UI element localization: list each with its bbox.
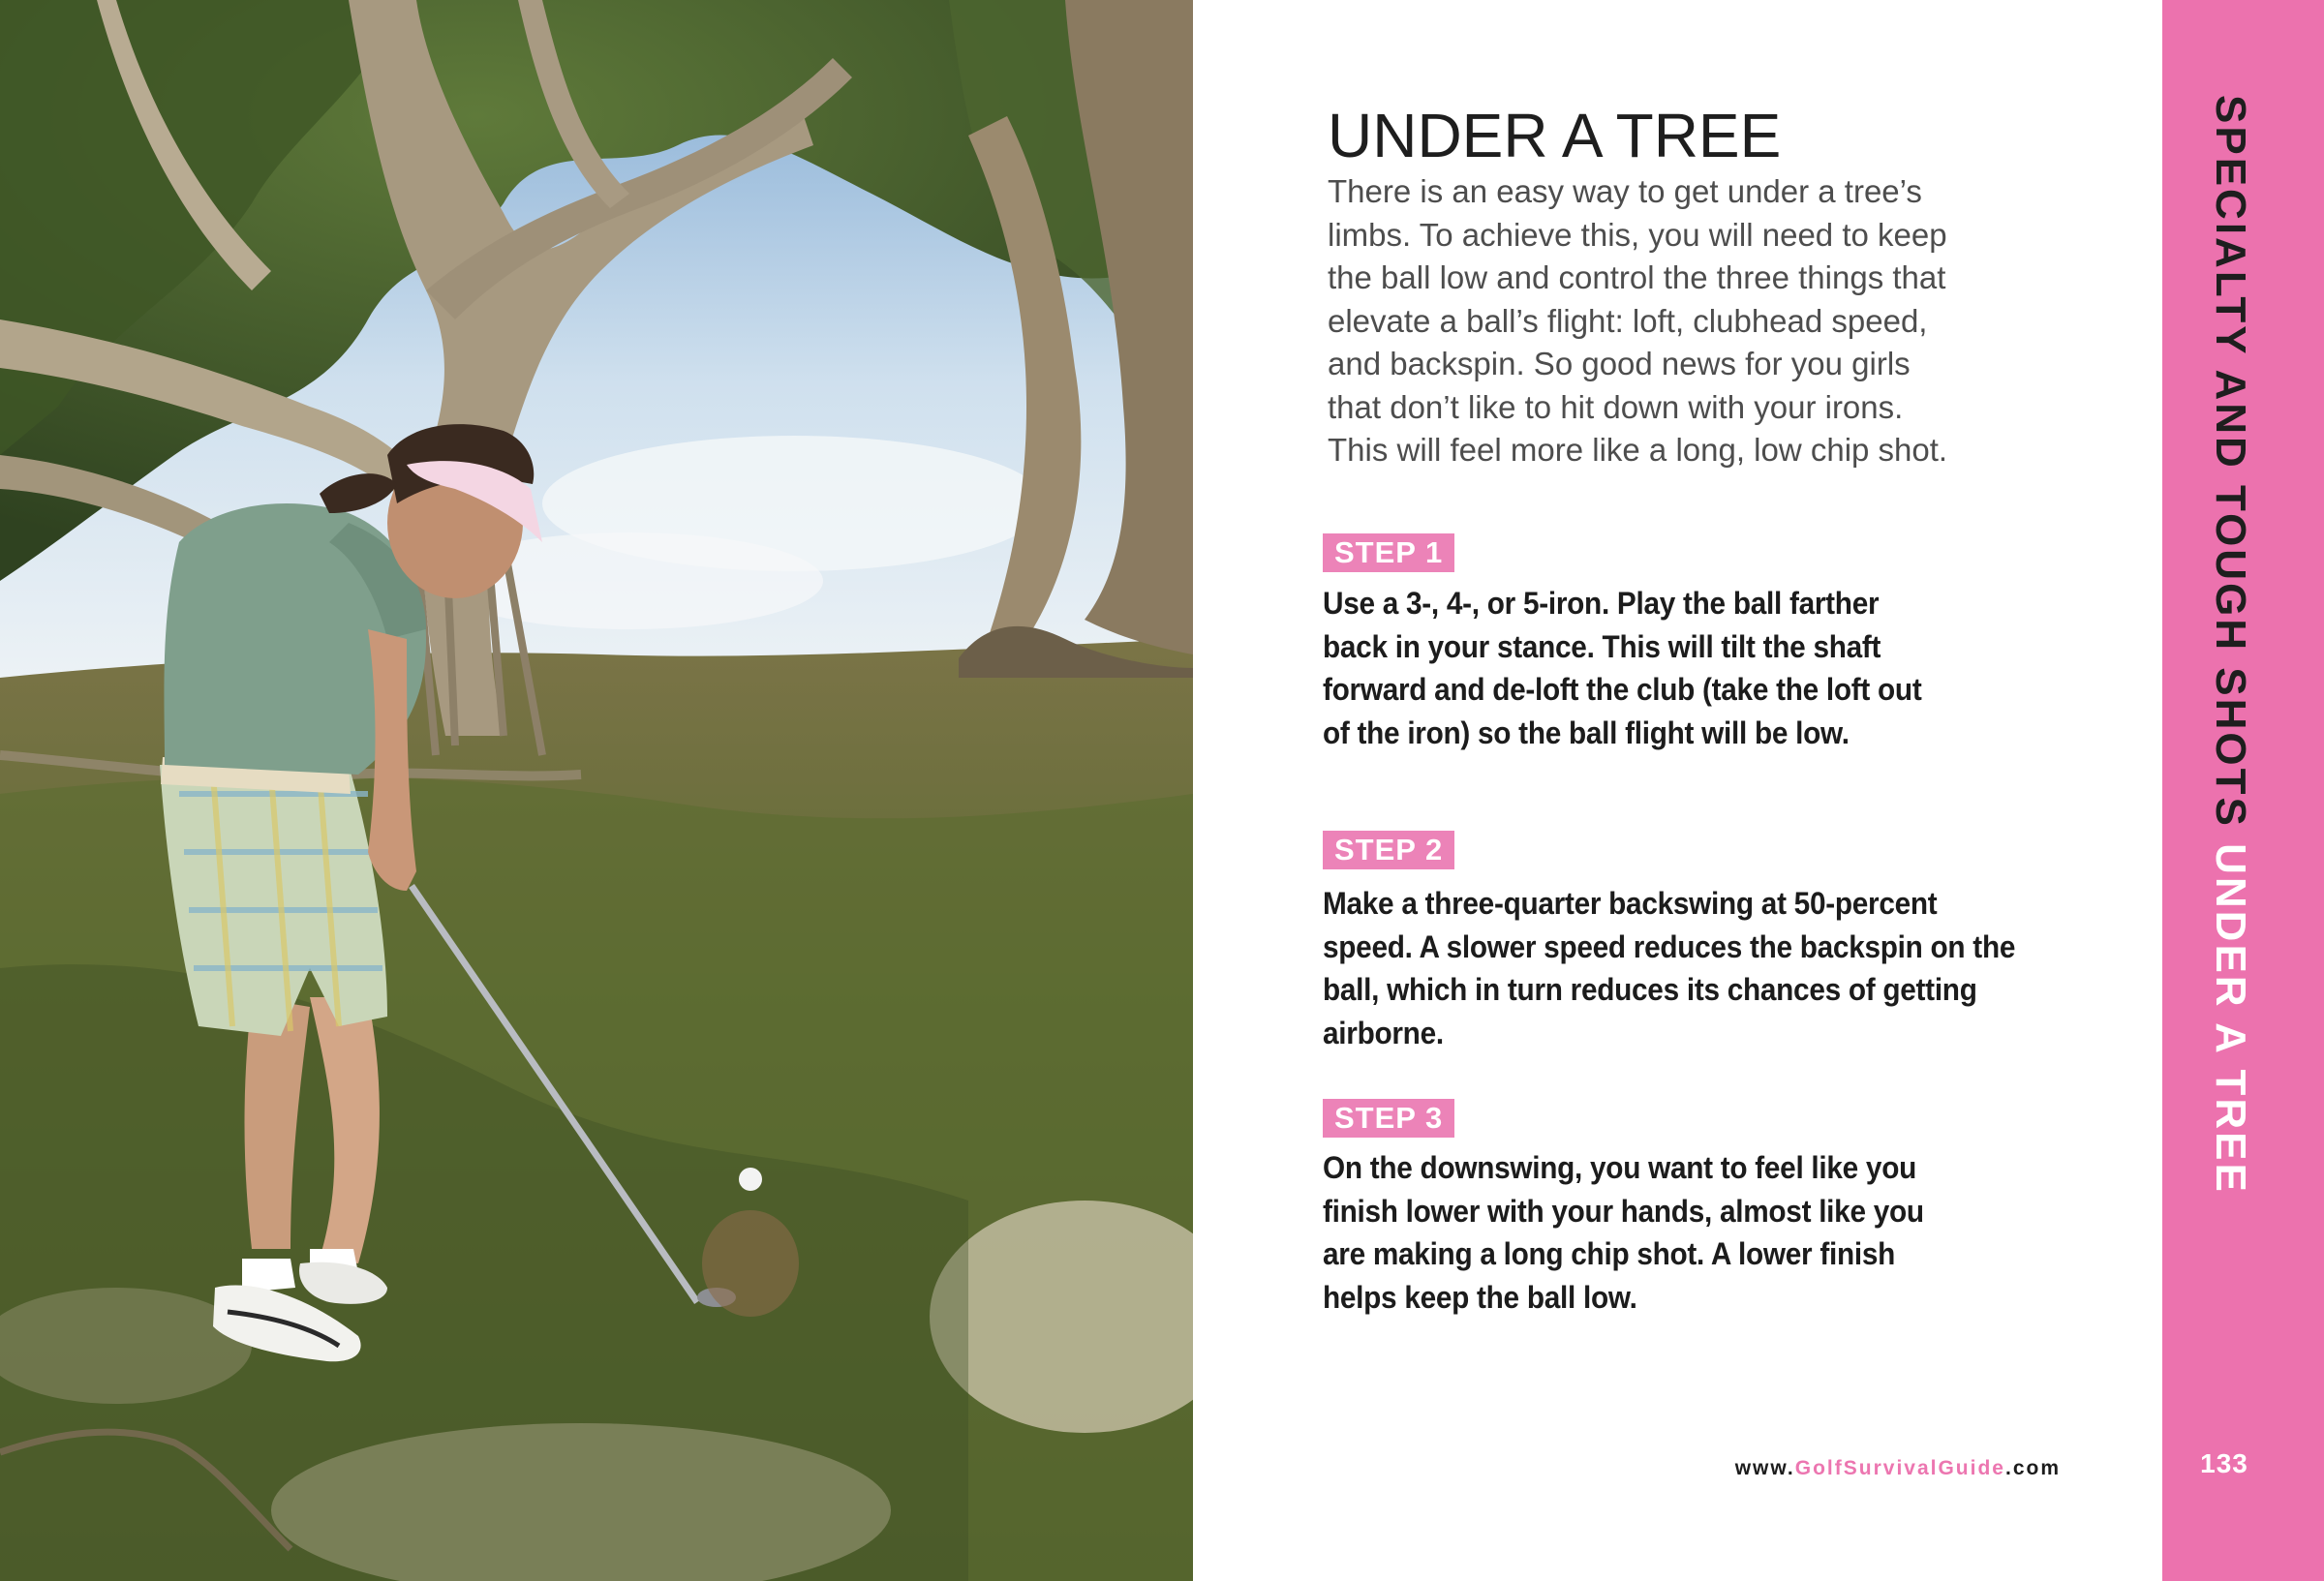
step-2-text xyxy=(1323,882,2043,1054)
section-title-vertical xyxy=(2205,95,2255,1195)
step-2-badge: STEP 2 xyxy=(1323,831,1454,869)
intro-line: This will feel more like a long, low chip shot. xyxy=(1328,432,1948,468)
step-line: back in your stance. This will tilt the shaft xyxy=(1323,628,1881,664)
section-side-tab xyxy=(2162,0,2324,1581)
section-topic: UNDER A TREE xyxy=(2207,843,2254,1195)
intro-line: There is an easy way to get under a tree’s xyxy=(1328,173,1922,209)
step-line: helps keep the ball low. xyxy=(1323,1279,1637,1315)
section-name: SPECIALTY AND TOUGH SHOTS xyxy=(2207,95,2254,829)
step-line: ball, which in turn reduces its chances of getting xyxy=(1323,972,1977,1007)
article-content xyxy=(1323,0,2097,1581)
step-3-text xyxy=(1323,1146,2043,1319)
step-1-text xyxy=(1323,582,2043,754)
page-number: 133 xyxy=(2200,1448,2248,1478)
step-line: Make a three-quarter backswing at 50-percent xyxy=(1323,886,1938,921)
step-line: forward and de-loft the club (take the loft out xyxy=(1323,672,1922,707)
page-title: UNDER A TREE xyxy=(1328,101,1782,170)
intro-line: the ball low and control the three things that xyxy=(1328,259,1946,295)
step-3-badge: STEP 3 xyxy=(1323,1099,1454,1138)
footer-url-prefix: www. xyxy=(1734,1457,1795,1479)
intro-paragraph xyxy=(1328,170,2064,472)
step-line: Use a 3-, 4-, or 5-iron. Play the ball farther xyxy=(1323,586,1880,621)
intro-line: and backspin. So good news for you girls xyxy=(1328,346,1911,381)
intro-line: limbs. To achieve this, you will need to keep xyxy=(1328,216,1947,253)
step-line: airborne. xyxy=(1323,1015,1444,1050)
footer-website[interactable] xyxy=(1735,1457,2061,1480)
intro-line: that don’t like to hit down with your irons. xyxy=(1328,388,1904,425)
footer-url-brand: GolfSurvivalGuide xyxy=(1794,1457,2005,1479)
step-line: speed. A slower speed reduces the backspin on the xyxy=(1323,928,2016,964)
step-1-badge: STEP 1 xyxy=(1323,533,1454,572)
step-line: On the downswing, you want to feel like you xyxy=(1323,1150,1917,1185)
step-line: are making a long chip shot. A lower finish xyxy=(1323,1236,1896,1271)
step-line: finish lower with your hands, almost like you xyxy=(1323,1193,1924,1229)
footer-url-suffix: .com xyxy=(2004,1457,2061,1479)
intro-line: elevate a ball’s flight: loft, clubhead speed, xyxy=(1328,302,1928,339)
step-line: of the iron) so the ball flight will be low. xyxy=(1323,714,1850,750)
